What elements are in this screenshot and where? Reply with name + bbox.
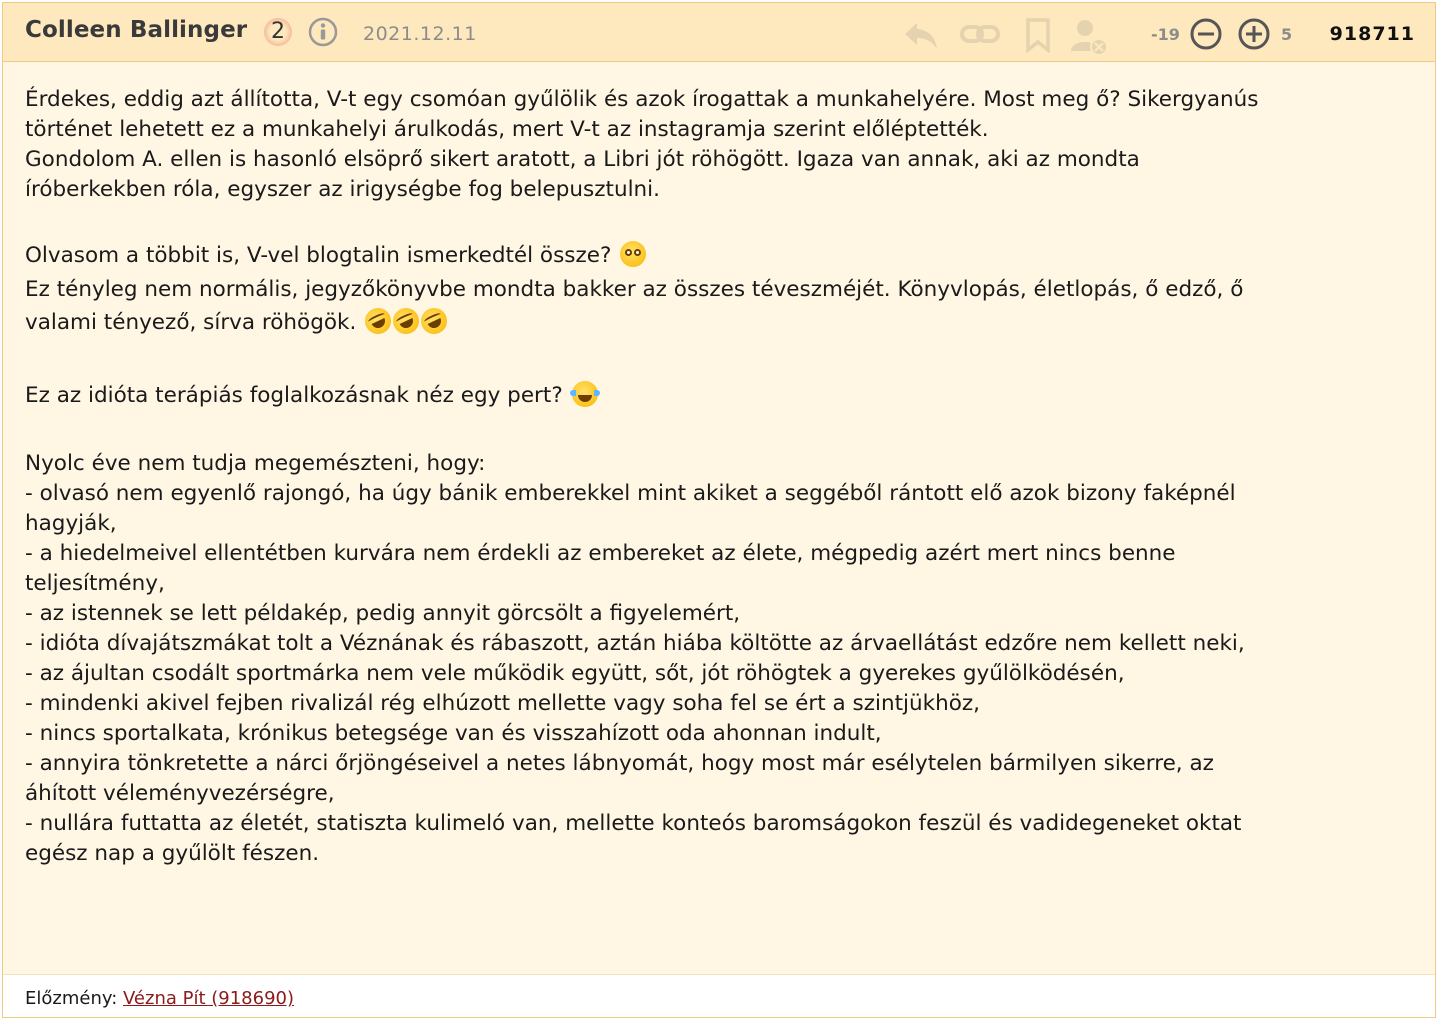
paragraph: [25, 381, 1425, 413]
text-line: - idióta dívajátszmákat tolt a Véznának és rábaszott, aztán hiába költötte az árvaellátást edzőre nem kellett neki,: [25, 631, 1245, 656]
parent-post-reference: [25, 988, 294, 1009]
paragraph: [25, 449, 1425, 869]
text-line: Gondolom A. ellen is hasonló elsöprő sikert aratott, a Libri jót röhögött. Igaza van annak, aki az mondta: [25, 147, 1140, 172]
text-line-with-emoji: [25, 381, 1425, 413]
downvote-count: -19: [1151, 25, 1180, 44]
ignore-user-icon[interactable]: [1068, 17, 1110, 57]
text-line: - az istennek se lett példakép, pedig annyit görcsölt a figyelemért,: [25, 601, 741, 626]
text-line: Nyolc éve nem tudja megemészteni, hogy:: [25, 451, 486, 476]
text-line: - mindenki akivel fejben rivalizál rég elhúzott mellette vagy soha fel se ért a szintjükhöz,: [25, 691, 980, 716]
text-line: teljesítmény,: [25, 571, 165, 596]
parent-post-label: Előzmény:: [25, 988, 118, 1009]
plus-circle-icon[interactable]: [1237, 17, 1271, 51]
rofl-emoji-icon: [389, 304, 424, 339]
text-line: - olvasó nem egyenlő rajongó, ha úgy bánik emberekkel mint akiket a seggéből rántott elő azok bizony faképnél: [25, 481, 1236, 506]
text-line: áhított véleményvezérségre,: [25, 781, 335, 806]
bookmark-icon[interactable]: [1023, 17, 1053, 53]
text-line-with-emoji: [25, 241, 1425, 275]
text-line: - nullára futtatta az életét, statiszta kulimeló van, mellette konteós baromságokon feszül és vadidegeneket oktat: [25, 811, 1242, 836]
author-name[interactable]: Colleen Ballinger: [25, 17, 248, 43]
text-line: Ez tényleg nem normális, jegyzőkönyvbe mondta bakker az összes téveszméjét. Könyvlopás, életlopás, ő edző, ő: [25, 277, 1244, 302]
paragraph: [25, 241, 1425, 341]
parent-post-link[interactable]: Vézna Pít (918690): [123, 988, 294, 1009]
text-line: történet lehetett ez a munkahelyi árulkodás, mert V-t az instagramja szerint előléptették.: [25, 117, 989, 142]
link-icon[interactable]: [958, 17, 1002, 51]
text-line: íróberkekben róla, egyszer az irigységbe fog belepusztulni.: [25, 177, 660, 202]
text-line-with-emoji: [25, 305, 1425, 341]
post-id[interactable]: 918711: [1329, 23, 1415, 45]
text-line: valami tényező, sírva röhögök.: [25, 310, 357, 335]
post-footer: [3, 974, 1435, 1017]
text-line: Ez az idióta terápiás foglalkozásnak néz egy pert?: [25, 383, 563, 408]
rofl-emoji-icon: [417, 304, 452, 339]
text-line: hagyják,: [25, 511, 117, 536]
text-line: Olvasom a többit is, V-vel blogtalin ismerkedtél össze?: [25, 243, 612, 268]
tears-of-joy-emoji-icon: [572, 381, 598, 407]
text-line: Érdekes, eddig azt állította, V-t egy csomóan gyűlölik és azok írogattak a munkahelyére. Most meg ő? Sikergyanús: [25, 87, 1259, 112]
post-body: [25, 85, 1425, 905]
post-header: [3, 3, 1435, 62]
forum-post: [2, 2, 1436, 1018]
rank-badge: 2: [264, 18, 292, 46]
text-line: - nincs sportalkata, krónikus betegsége van és visszahízott oda ahonnan indult,: [25, 721, 882, 746]
text-line: - az ájultan csodált sportmárka nem vele működik együtt, sőt, jót röhögtek a gyerekes gyűlölködésén,: [25, 661, 1125, 686]
info-icon[interactable]: [308, 17, 338, 47]
text-line: egész nap a gyűlölt fészen.: [25, 841, 320, 866]
post-date: 2021.12.11: [363, 23, 477, 45]
reply-icon[interactable]: [901, 17, 941, 51]
rofl-emoji-icon: [361, 304, 396, 339]
minus-circle-icon[interactable]: [1189, 17, 1223, 51]
flushed-face-emoji-icon: [620, 241, 646, 267]
text-line: - annyira tönkretette a nárci őrjöngéseivel a netes lábnyomát, hogy most már esélytelen bármilyen sikerre, az: [25, 751, 1214, 776]
text-line: - a hiedelmeivel ellentétben kurvára nem érdekli az embereket az élete, mégpedig azért mert nincs benne: [25, 541, 1176, 566]
upvote-count: 5: [1281, 25, 1293, 44]
paragraph: [25, 85, 1425, 205]
